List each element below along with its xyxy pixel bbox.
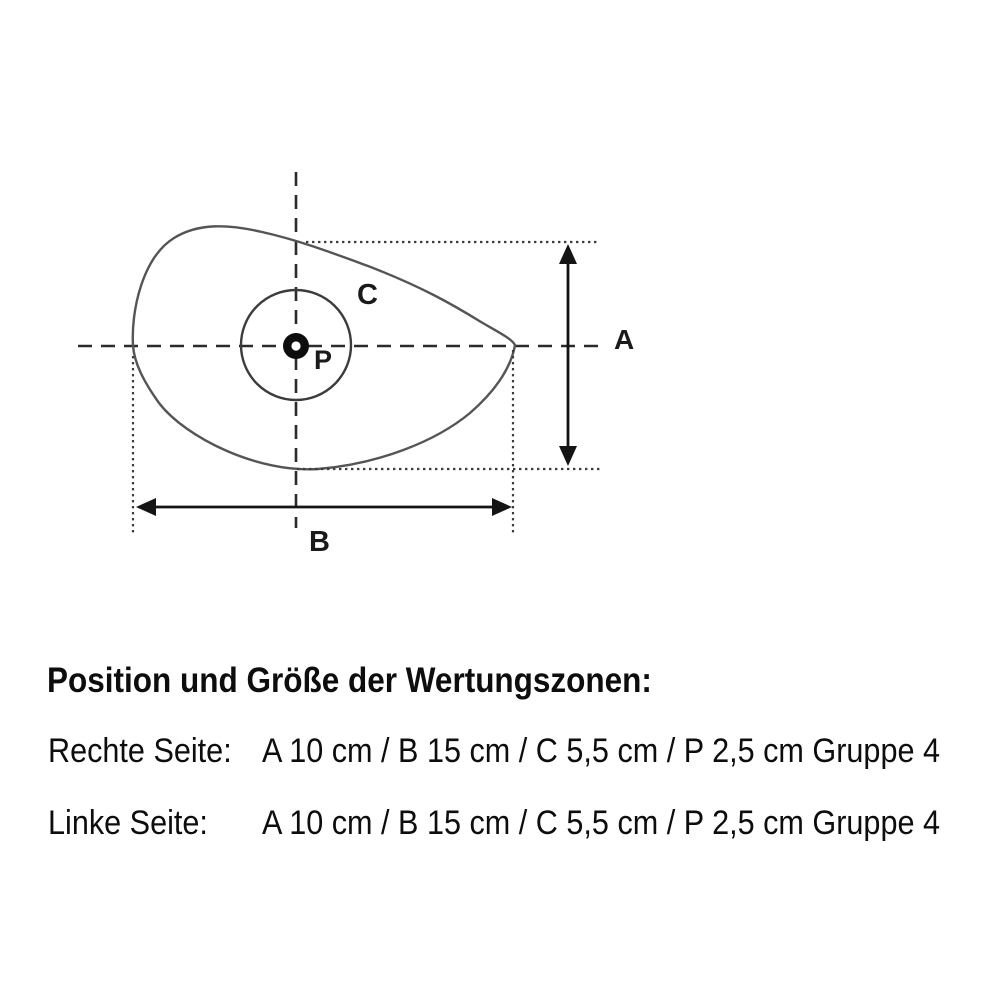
row-value-left-side: A 10 cm / B 15 cm / C 5,5 cm / P 2,5 cm Gruppe 4 (262, 804, 941, 842)
dimension-arrow-a (559, 244, 577, 466)
label-b: B (309, 526, 330, 558)
label-a: A (614, 324, 635, 355)
spec-row-left-side (48, 806, 968, 846)
center-point-hole (291, 341, 300, 350)
label-p: P (314, 345, 333, 375)
row-label-left-side: Linke Seite: (48, 804, 208, 842)
spec-row-right-side (48, 734, 968, 774)
section-heading: Position und Größe der Wertungszonen: (47, 661, 652, 700)
row-value-right-side: A 10 cm / B 15 cm / C 5,5 cm / P 2,5 cm Gruppe 4 (262, 732, 941, 770)
dimension-arrow-b (136, 498, 512, 516)
label-c: C (357, 279, 378, 311)
row-label-right-side: Rechte Seite: (48, 732, 232, 770)
